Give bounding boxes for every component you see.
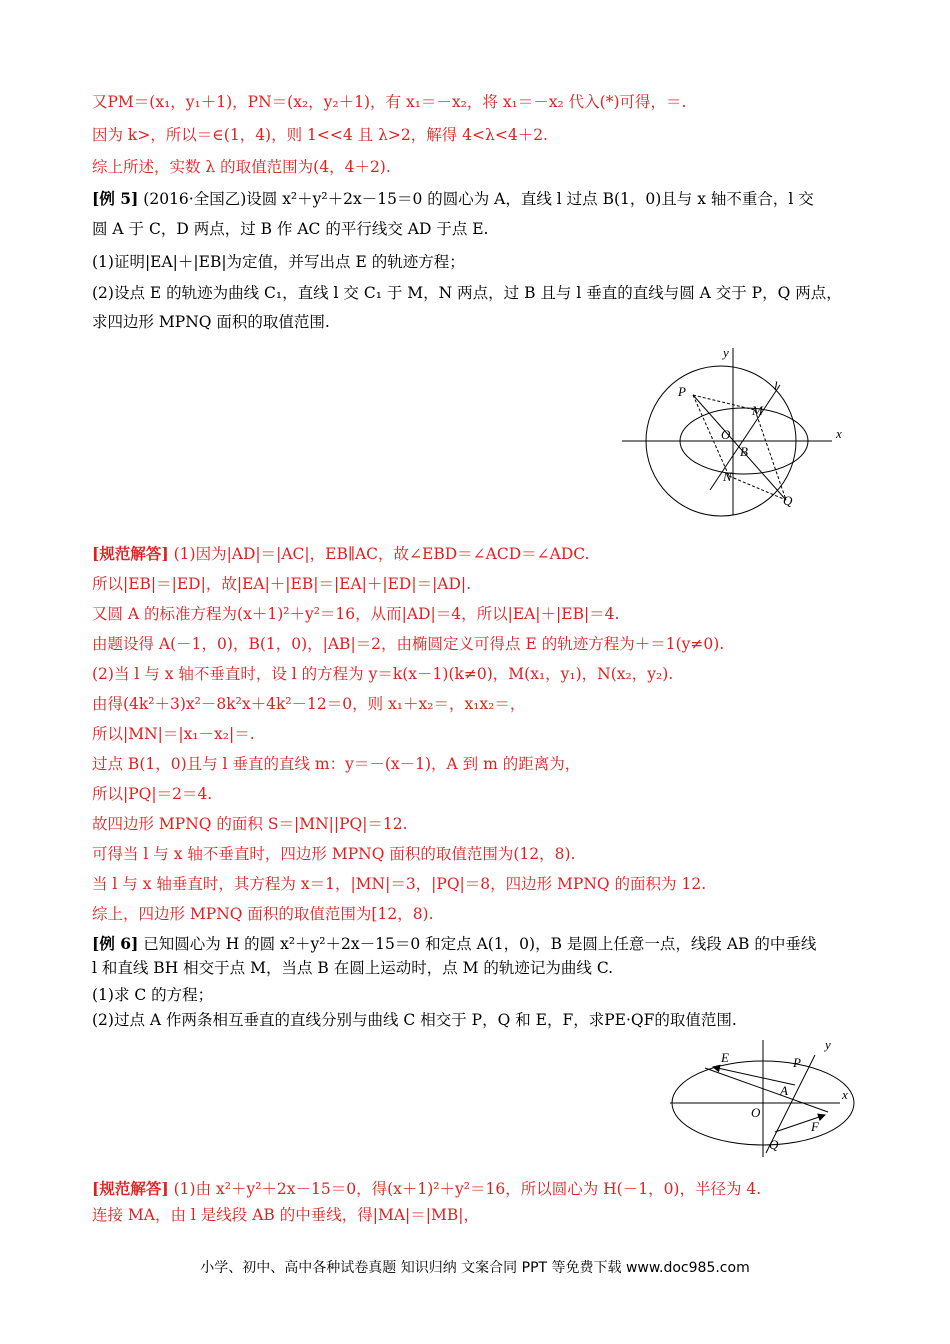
example-5-tag: [例 5] [92,189,139,208]
example-6-stem-line2: l 和直线 BH 相交于点 M，当点 B 在圆上运动时，点 M 的轨迹记为曲线 C. [92,959,614,977]
example-6-question-2: (2)过点 A 作两条相互垂直的直线分别与曲线 C 相交于 P，Q 和 E，F，求PE·QF的取值范围. [92,1011,737,1029]
solution-line: 由得(4k²＋3)x²－8k²x＋4k²－12＝0，则 x₁＋x₂＝，x₁x₂＝， [92,695,526,713]
solution-line: (2)当 l 与 x 轴不垂直时，设 l 的方程为 y＝k(x－1)(k≠0)，M(x₁，y₁)，N(x₂，y₂). [92,665,674,683]
label-x: x [836,426,842,441]
label-O: O [721,427,731,442]
label-N: N [723,469,732,484]
label-M: M [752,403,763,418]
label-O: O [751,1105,761,1120]
solution-line: 所以|EB|＝|ED|，故|EA|＋|EB|＝|EA|＋|ED|＝|AD|. [92,575,472,593]
solution-line: 因为 k>，所以＝∈(1，4)，则 1<<4 且 λ>2，解得 4<λ<4＋2. [92,126,548,144]
page-footer: 小学、初中、高中各种试卷真题 知识归纳 文案合同 PPT 等免费下载 www.doc985.com [200,1260,750,1276]
label-B: B [740,444,748,459]
label-x: x [842,1087,848,1102]
solution-line: 当 l 与 x 轴垂直时，其方程为 x＝1，|MN|＝3，|PQ|＝8，四边形 MPNQ 的面积为 12. [92,875,707,893]
label-Q: Q [783,493,793,508]
solution-line: 可得当 l 与 x 轴不垂直时，四边形 MPNQ 面积的取值范围为(12，8). [92,845,576,863]
label-P: P [678,384,686,399]
solution-tag: [规范解答] [92,1179,169,1198]
solution-line: 综上，四边形 MPNQ 面积的取值范围为[12，8). [92,905,434,923]
label-A: A [780,1083,788,1098]
solution-6-line1: [规范解答] (1)由 x²＋y²＋2x－15＝0，得(x＋1)²＋y²＝16，所以圆心为 H(－1，0)，半径为 4. [92,1179,762,1198]
example-5-stem-line1 [92,188,867,210]
solution-line: 所以|MN|＝|x₁－x₂|＝. [92,725,255,743]
example-5-question-1: (1)证明|EA|＋|EB|为定值，并写出点 E 的轨迹方程； [92,253,465,271]
solution-line: 又圆 A 的标准方程为(x＋1)²＋y²＝16，从而|AD|＝4，所以|EA|＋|EB|＝4. [92,605,620,623]
solution-line: 又PM＝(x₁，y₁＋1)，PN＝(x₂，y₂＋1)，有 x₁＝－x₂，将 x₁＝－x₂ 代入(*)可得，＝. [92,93,687,111]
label-P: P [793,1055,801,1070]
label-y: y [723,345,729,360]
label-Q: Q [769,1137,779,1152]
solution-line: 过点 B(1，0)且与 l 垂直的直线 m：y＝－(x－1)，A 到 m 的距离为， [92,755,581,773]
example-6-question-1: (1)求 C 的方程； [92,986,214,1004]
label-l: l [774,378,778,393]
figure-ellipse-circle [620,340,850,520]
solution-tag: [规范解答] [92,544,169,563]
example-5-question-2: (2)设点 E 的轨迹为曲线 C₁，直线 l 交 C₁ 于 M，N 两点，过 B 且与 l 垂直的直线与圆 A 交于 P，Q 两点， [92,284,842,302]
label-y: y [825,1037,831,1052]
solution-5-line1: [规范解答] (1)因为|AD|＝|AC|，EB∥AC，故∠EBD＝∠ACD＝∠ADC. [92,544,590,563]
example-6-stem-line1 [92,933,867,955]
example-6-tag: [例 6] [92,934,139,953]
example-6-text: 已知圆心为 H 的圆 x²＋y²＋2x－15＝0 和定点 A(1，0)，B 是圆上任意一点，线段 AB 的中垂线 [143,935,817,953]
label-E: E [721,1050,729,1065]
line-EF [705,1068,828,1112]
solution-line: 由题设得 A(－1，0)，B(1，0)，|AB|＝2，由椭圆定义可得点 E 的轨迹方程为＋＝1(y≠0). [92,635,725,653]
example-5-stem-line2: 圆 A 于 C，D 两点，过 B 作 AC 的平行线交 AD 于点 E. [92,220,489,238]
solution-line: 综上所述，实数 λ 的取值范围为(4，4＋2). [92,158,391,176]
solution-line: 故四边形 MPNQ 的面积 S＝|MN||PQ|＝12. [92,815,408,833]
example-5-text: (2016·全国乙)设圆 x²＋y²＋2x－15＝0 的圆心为 A，直线 l 过点 B(1，0)且与 x 轴不重合，l 交 [143,190,814,208]
solution-line: 连接 MA，由 l 是线段 AB 的中垂线，得|MA|＝|MB|， [92,1206,479,1224]
example-5-question-2-cont: 求四边形 MPNQ 面积的取值范围. [92,313,330,331]
solution-line: 所以|PQ|＝2＝4. [92,785,213,803]
label-F: F [811,1119,819,1134]
figure-ellipse-vectors [665,1035,855,1160]
